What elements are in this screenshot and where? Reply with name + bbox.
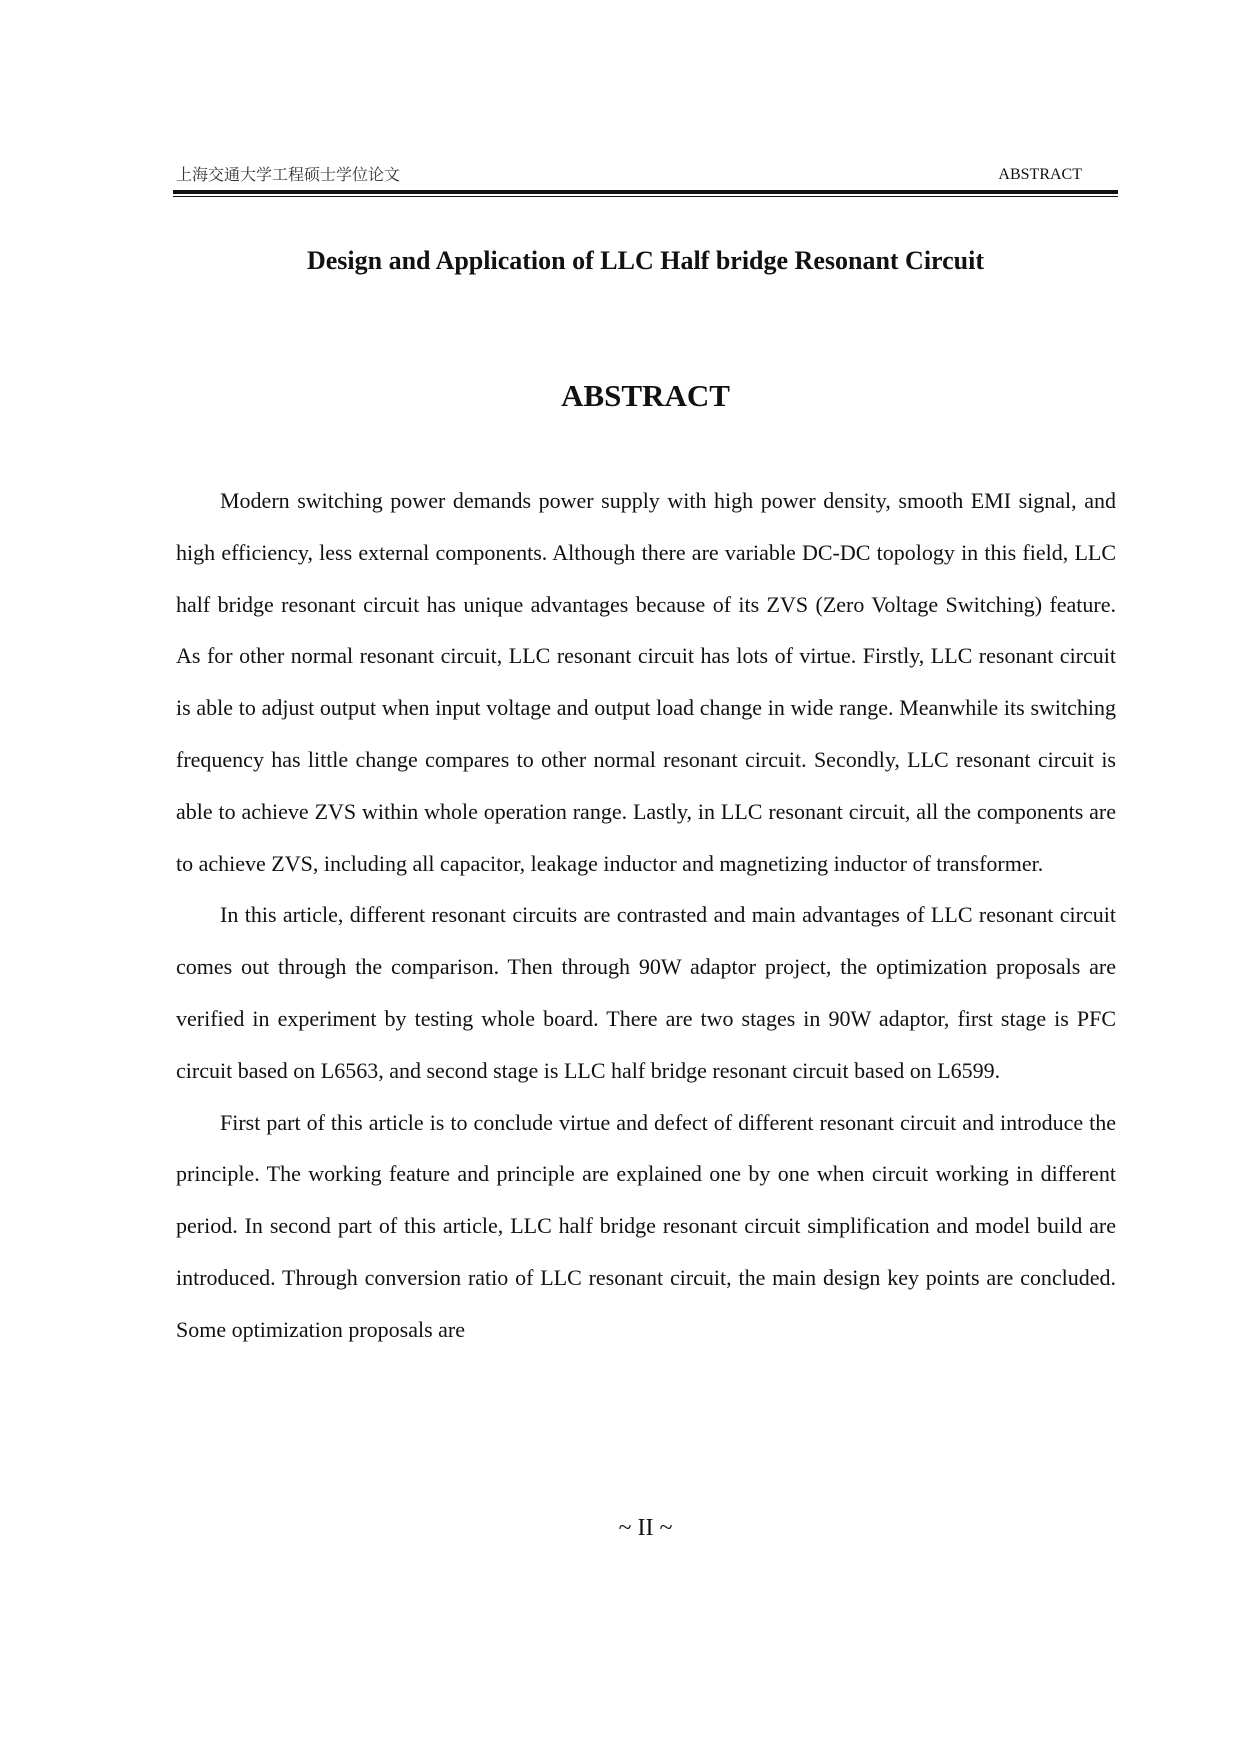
running-header (176, 163, 1116, 187)
header-rule-thin (173, 196, 1118, 197)
document-title: Design and Application of LLC Half bridge Resonant Circuit (306, 246, 985, 275)
abstract-paragraph-3: First part of this article is to conclude virtue and defect of different resonant circuit and introduce the principle. The working feature and principle are explained one by one when circuit working in different period. In second part of this article, LLC half bridge resonant circuit simplification and model build are introduced. Through conversion ratio of LLC resonant circuit, the main design key points are concluded. Some optimization proposals are (176, 1109, 1116, 1342)
header-section-label: ABSTRACT (998, 166, 1082, 183)
section-heading: ABSTRACT (561, 378, 730, 413)
page-number: ~ II ~ (618, 1515, 673, 1541)
header-thesis-label: 上海交通大学工程硕士学位论文 (176, 165, 401, 184)
abstract-paragraph-1: Modern switching power demands power supply with high power density, smooth EMI signal, and high efficiency, less external components. Although there are variable DC-DC topology in this field, LLC half bridge resonant circuit has unique advantages because of its ZVS (Zero Voltage Switching) feature. As for other normal resonant circuit, LLC resonant circuit has lots of virtue. Firstly, LLC resonant circuit is able to adjust output when input voltage and output load change in wide range. Meanwhile its switching frequency has little change compares to other normal resonant circuit. Secondly, LLC resonant circuit is able to achieve ZVS within whole operation range. Lastly, in LLC resonant circuit, all the components are to achieve ZVS, including all capacitor, leakage inductor and magnetizing inductor of transformer. (176, 488, 1116, 876)
header-rule (173, 190, 1118, 194)
abstract-paragraph-2: In this article, different resonant circuits are contrasted and main advantages of LLC resonant circuit comes out through the comparison. Then through 90W adaptor project, the optimization proposals are verified in experiment by testing whole board. There are two stages in 90W adaptor, first stage is PFC circuit based on L6563, and second stage is LLC half bridge resonant circuit based on L6599. (176, 902, 1116, 1083)
abstract-body (176, 475, 1116, 1356)
